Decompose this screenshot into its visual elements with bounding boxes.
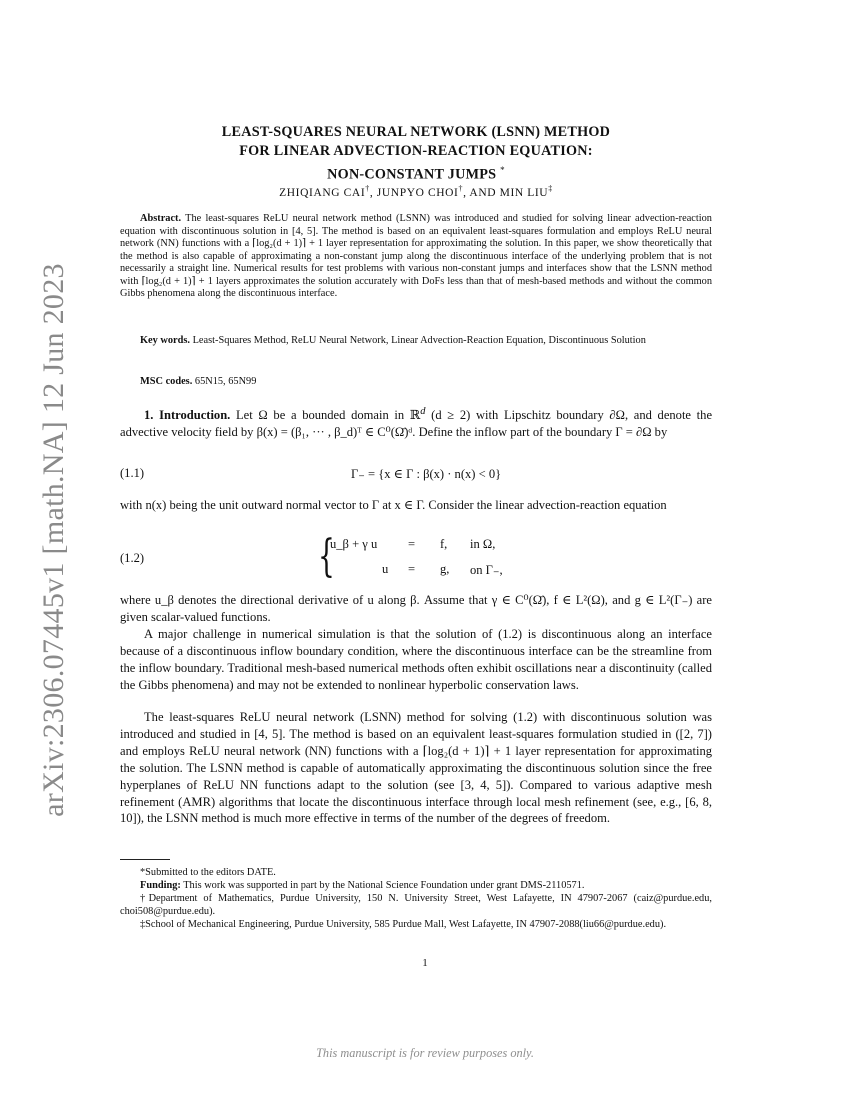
keywords xyxy=(120,335,712,348)
msc-codes xyxy=(140,376,256,387)
intro-paragraph-4: A major challenge in numerical simulation is that the solution of (1.2) is discontinuous along an interface because of a discontinuous inflow boundary condition, where the discontinuous interface can be the streamline from the inflow boundary. Traditional mesh-based numerical methods often exhibit oscillations near a discontinuity (called the Gibbs phenomena) and may not be extended to nonlinear hyperbolic conservation laws. xyxy=(120,627,712,692)
review-footer: This manuscript is for review purposes only. xyxy=(316,1046,534,1060)
equation-1-2-system: { u_β + γ u = f, in Ω, u = g, on Γ₋, xyxy=(318,531,503,582)
intro-paragraph-2: with n(x) being the unit outward normal vector to Γ at x ∈ Γ. Consider the linear advection-reaction equation xyxy=(120,498,667,512)
abstract-heading: Abstract. xyxy=(140,213,182,224)
msc-text: 65N15, 65N99 xyxy=(194,376,257,387)
title-line-2: FOR LINEAR ADVECTION-REACTION EQUATION: xyxy=(239,143,593,159)
footnote-affiliation-1: †Department of Mathematics, Purdue University, 150 N. University Street, West Lafayette, IN 47907-2067 (caiz@purdue.edu, choi508@purdue.edu). xyxy=(120,893,712,917)
footnote-affiliation-2: ‡School of Mechanical Engineering, Purdue University, 585 Purdue Mall, West Lafayette, IN 47907-2088(liu66@purdue.edu). xyxy=(140,919,667,930)
author-liu: , AND MIN LIU xyxy=(463,186,549,199)
abstract-text-1: The least-squares ReLU neural network method (LSNN) was introduced and studied for solving linear advection-reaction equation with discontinuous solution in [4, 5]. The method is based on an equivalent least-squares formulation and employs ReLU neural network (NN) functions with a xyxy=(120,213,712,250)
arxiv-identifier: arXiv:2306.07445v1 [math.NA] 12 Jun 2023 xyxy=(37,263,70,817)
author-choi: , JUNPYO CHOI xyxy=(369,186,459,199)
footnote-funding: Funding: This work was supported in part by the National Science Foundation under grant DMS-2110571. xyxy=(140,880,585,891)
intro-paragraph-5: The least-squares ReLU neural network (LSNN) method for solving (1.2) with discontinuous solution was introduced and studied in [4, 5]. The method is based on an equivalent least-squares formulation studied in ([2, 7]) and employs ReLU neural network (NN) functions with a ⌈log₂(d + 1)⌉ + 1 layer representation for approximating the solution. The LSNN method is capable of automatically approximating the discontinuous solution since the free hyperplanes of ReLU NN functions adapt to the solution (see [3, 4, 5]). Compared to various adaptive mesh refinement (AMR) algorithms that locate the discontinuous interface through local mesh refinement (see, e.g., [6, 8, 10]), the LSNN method is much more effective in terms of the number of the degrees of freedom. xyxy=(120,710,712,826)
title-line-3: NON-CONSTANT JUMPS * xyxy=(327,165,505,183)
equation-number-1-1: (1.1) xyxy=(120,466,145,480)
equation-1-1: Γ₋ = {x ∈ Γ : β(x) · n(x) < 0} xyxy=(351,467,502,481)
abstract-text-3: layers approximates the solution accurately with DoFs less than that of mesh-based methods and without the common Gibbs phenomena along the discontinuous interface. xyxy=(120,275,713,300)
footnote-submitted: *Submitted to the editors DATE. xyxy=(140,867,276,878)
author-cai: ZHIQIANG CAI xyxy=(279,186,366,199)
intro-paragraph-1: 1. Introduction. Let Ω be a bounded domain in ℝ$^d$ (d ≥ 2) with Lipschitz boundary ∂Ω, and denote the advective velocity field by β(x) = (β₁, ··· , β_d)ᵀ ∈ C⁰(Ω̄)ᵈ. Define the inflow part of the boundary Γ = ∂Ω by xyxy=(120,406,713,440)
msc-heading: MSC codes. xyxy=(140,376,193,387)
author-list: ZHIQIANG CAI†, JUNPYO CHOI†, AND MIN LIU‡ xyxy=(279,184,553,199)
abstract-formula: ⌈log₂(d + 1)⌉ + 1 xyxy=(252,238,324,250)
abstract-text-2: layer representation for approximating the solution. In this paper, we show theoretically that the method is also capable of approximating a non-constant jump along the discontinuous interface of the underlying problem that is not necessarily a straight line. Numerical results for test problems with various non-constant jumps and interfaces show that the LSNN method with xyxy=(120,238,713,287)
abstract: Abstract. The least-squares ReLU neural network method (LSNN) was introduced and studied for solving linear advection-reaction equation with discontinuous solution in [4, 5]. The method is based on an equivalent least-squares formulation and employs ReLU neural network (NN) functions with a ⌈log₂(d + 1)⌉ + 1 layer representation for approximating the solution. In this paper, we show theoretically that the method is also capable of approximating a non-constant jump along the discontinuous interface of the underlying problem that is not necessarily a straight line. Numerical results for test problems with various non-constant jumps and interfaces show that the LSNN method with ⌈log₂(d + 1)⌉ + 1 layers approximates the solution accurately with DoFs less than that of mesh-based methods and without the common Gibbs phenomena along the discontinuous interface. xyxy=(120,213,713,300)
page-number: 1 xyxy=(422,957,428,969)
equation-number-1-2: (1.2) xyxy=(120,551,145,565)
section-heading: 1. Introduction. xyxy=(144,408,231,423)
title-footnote-mark: * xyxy=(500,165,505,175)
footnote-divider xyxy=(120,859,170,860)
keywords-heading: Key words. xyxy=(140,335,190,346)
left-brace: { xyxy=(318,531,335,582)
paper-title xyxy=(120,123,712,185)
keywords-text: Least-Squares Method, ReLU Neural Network, Linear Advection-Reaction Equation, Discontinuous Solution xyxy=(192,335,646,346)
title-line-1: LEAST-SQUARES NEURAL NETWORK (LSNN) METHOD xyxy=(221,124,611,140)
intro-paragraph-3: where u_β denotes the directional derivative of u along β. Assume that γ ∈ C⁰(Ω̄), f ∈ L²(Ω), and g ∈ L²(Γ₋) are given scalar-valued functions. xyxy=(120,593,712,624)
